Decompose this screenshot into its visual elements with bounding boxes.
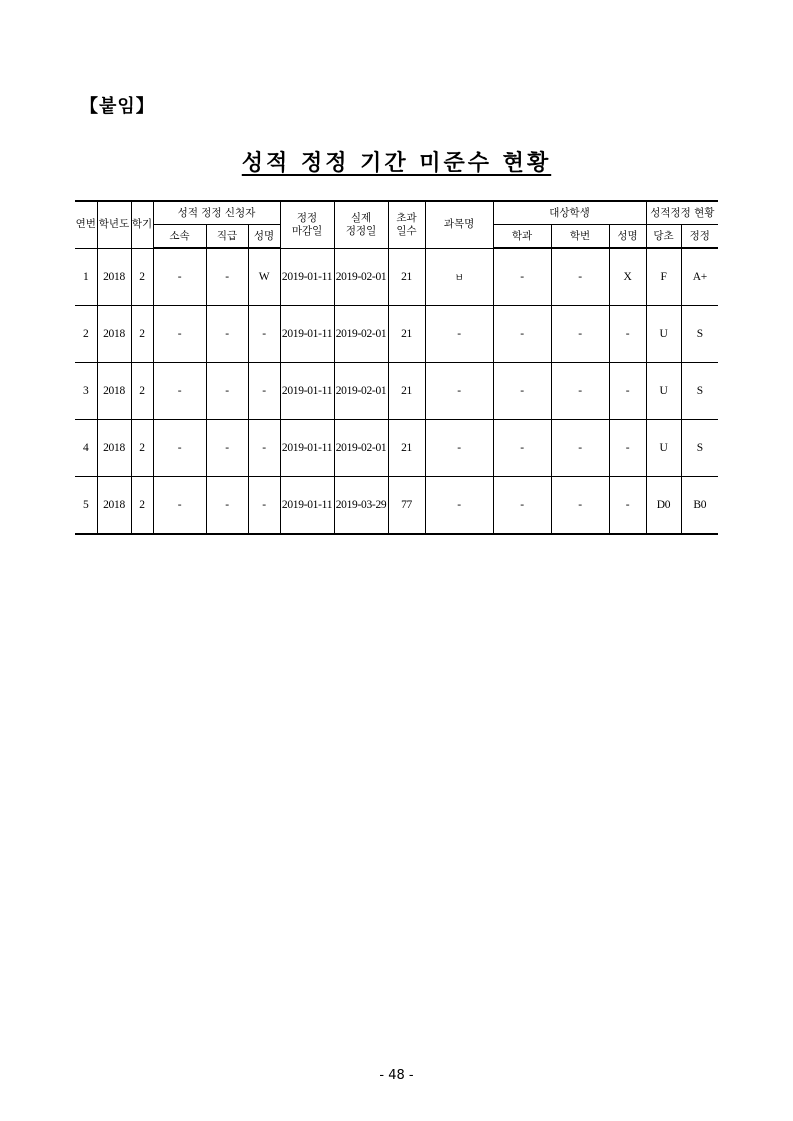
cell-row-no: 5 (75, 477, 97, 535)
table-row (75, 477, 718, 535)
cell-student-dept: - (493, 306, 551, 363)
cell-year: 2018 (97, 477, 131, 535)
cell-semester: 2 (131, 363, 153, 420)
cell-semester: 2 (131, 248, 153, 306)
cell-applicant-name: - (248, 420, 280, 477)
cell-applicant-name: - (248, 477, 280, 535)
grade-correction-table (75, 200, 718, 535)
header-applicant: 성적 정정 신청자 (153, 201, 280, 225)
cell-year: 2018 (97, 248, 131, 306)
cell-student-id: - (551, 363, 609, 420)
cell-applicant-name: - (248, 306, 280, 363)
header-course: 과목명 (425, 201, 493, 248)
cell-actual-date: 2019-02-01 (334, 420, 388, 477)
header-grade-status: 성적정정 현황 (646, 201, 718, 225)
cell-applicant-dept: - (153, 420, 206, 477)
cell-deadline: 2019-01-11 (280, 248, 334, 306)
cell-course: - (425, 477, 493, 535)
cell-overdue-days: 21 (388, 420, 425, 477)
cell-applicant-dept: - (153, 477, 206, 535)
cell-grade-original: U (646, 306, 681, 363)
cell-grade-corrected: S (681, 420, 718, 477)
attachment-label: 【붙임】 (80, 96, 155, 117)
header-deadline: 정정 마감일 (280, 201, 334, 248)
header-student-dept: 학과 (493, 225, 551, 249)
cell-overdue-days: 21 (388, 363, 425, 420)
header-applicant-name: 성명 (248, 225, 280, 249)
cell-student-id: - (551, 306, 609, 363)
cell-applicant-rank: - (206, 363, 248, 420)
cell-applicant-rank: - (206, 477, 248, 535)
cell-row-no: 3 (75, 363, 97, 420)
cell-actual-date: 2019-02-01 (334, 363, 388, 420)
cell-year: 2018 (97, 306, 131, 363)
cell-row-no: 1 (75, 248, 97, 306)
cell-student-name: - (609, 306, 646, 363)
header-student-id: 학번 (551, 225, 609, 249)
cell-student-dept: - (493, 248, 551, 306)
cell-applicant-rank: - (206, 248, 248, 306)
cell-applicant-dept: - (153, 248, 206, 306)
page-number: - 48 - (379, 1068, 414, 1083)
cell-course: - (425, 363, 493, 420)
header-overdue-days: 초과 일수 (388, 201, 425, 248)
table-row (75, 363, 718, 420)
cell-student-dept: - (493, 420, 551, 477)
cell-grade-original: U (646, 363, 681, 420)
cell-overdue-days: 77 (388, 477, 425, 535)
cell-course: - (425, 420, 493, 477)
cell-semester: 2 (131, 420, 153, 477)
cell-grade-corrected: S (681, 306, 718, 363)
cell-actual-date: 2019-02-01 (334, 248, 388, 306)
cell-year: 2018 (97, 420, 131, 477)
cell-grade-original: D0 (646, 477, 681, 535)
cell-course: - (425, 306, 493, 363)
cell-grade-original: U (646, 420, 681, 477)
cell-overdue-days: 21 (388, 248, 425, 306)
cell-student-name: - (609, 477, 646, 535)
cell-semester: 2 (131, 477, 153, 535)
cell-applicant-rank: - (206, 420, 248, 477)
cell-student-id: - (551, 248, 609, 306)
header-grade-original: 당초 (646, 225, 681, 249)
cell-applicant-name: - (248, 363, 280, 420)
cell-grade-corrected: S (681, 363, 718, 420)
header-semester: 학기 (131, 201, 153, 248)
cell-semester: 2 (131, 306, 153, 363)
cell-student-name: - (609, 363, 646, 420)
cell-year: 2018 (97, 363, 131, 420)
cell-applicant-dept: - (153, 306, 206, 363)
header-row-no: 연번 (75, 201, 97, 248)
cell-actual-date: 2019-02-01 (334, 306, 388, 363)
cell-applicant-name: W (248, 248, 280, 306)
cell-grade-corrected: A+ (681, 248, 718, 306)
cell-applicant-dept: - (153, 363, 206, 420)
table-body (75, 248, 718, 534)
cell-deadline: 2019-01-11 (280, 477, 334, 535)
cell-grade-original: F (646, 248, 681, 306)
header-grade-corrected: 정정 (681, 225, 718, 249)
cell-student-dept: - (493, 363, 551, 420)
table-row (75, 248, 718, 306)
cell-student-dept: - (493, 477, 551, 535)
cell-deadline: 2019-01-11 (280, 363, 334, 420)
cell-student-name: X (609, 248, 646, 306)
table-row (75, 306, 718, 363)
cell-overdue-days: 21 (388, 306, 425, 363)
cell-course: ㅂ (425, 248, 493, 306)
cell-applicant-rank: - (206, 306, 248, 363)
header-applicant-rank: 직급 (206, 225, 248, 249)
document-title (0, 146, 793, 177)
cell-actual-date: 2019-03-29 (334, 477, 388, 535)
cell-student-id: - (551, 477, 609, 535)
header-actual-date: 실제 정정일 (334, 201, 388, 248)
cell-row-no: 4 (75, 420, 97, 477)
header-year: 학년도 (97, 201, 131, 248)
table-row (75, 420, 718, 477)
cell-deadline: 2019-01-11 (280, 306, 334, 363)
document-title-text: 성적 정정 기간 미준수 현황 (241, 151, 552, 176)
header-student-name: 성명 (609, 225, 646, 249)
cell-student-name: - (609, 420, 646, 477)
cell-row-no: 2 (75, 306, 97, 363)
header-applicant-dept: 소속 (153, 225, 206, 249)
header-student: 대상학생 (493, 201, 646, 225)
header-row-top (75, 201, 718, 225)
cell-grade-corrected: B0 (681, 477, 718, 535)
cell-deadline: 2019-01-11 (280, 420, 334, 477)
cell-student-id: - (551, 420, 609, 477)
